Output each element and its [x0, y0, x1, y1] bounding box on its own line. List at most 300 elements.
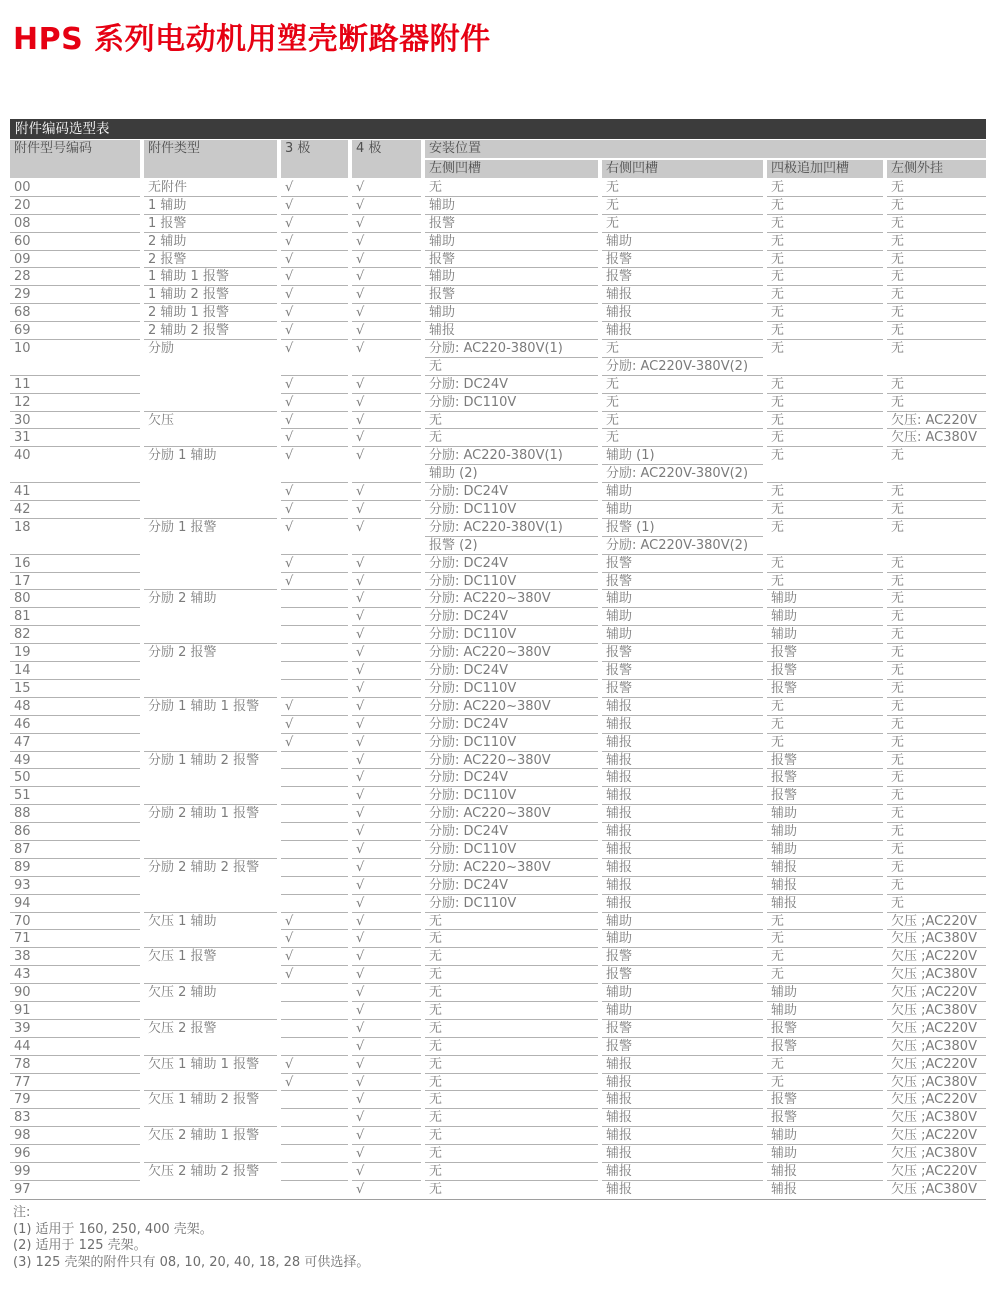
cell-3pole-check [281, 877, 348, 895]
check-icon: √ [281, 394, 348, 412]
cell-3pole-check [281, 859, 348, 877]
cell-extra-slot: 无 [767, 555, 883, 573]
cell-extra-slot: 无 [767, 215, 883, 233]
cell-code: 29 [10, 286, 140, 304]
cell-extra-slot: 无 [767, 1074, 883, 1092]
cell-type [144, 895, 277, 913]
check-icon: √ [352, 1091, 421, 1109]
cell-extra-slot: 报警 [767, 1109, 883, 1127]
check-icon: √ [352, 1074, 421, 1092]
cell-type: 2 辅助 2 报警 [144, 322, 277, 340]
cell-left-hang: 无 [887, 483, 986, 501]
cell-type: 分励 2 辅助 2 报警 [148, 859, 260, 875]
cell-extra-slot: 辅助 [767, 984, 883, 1002]
cell-left-hang: 无 [887, 787, 986, 805]
cell-left-hang: 无 [887, 376, 986, 394]
table-row [10, 930, 986, 948]
cell-type: 分励 [148, 341, 175, 357]
check-icon: √ [281, 1074, 348, 1092]
check-icon: √ [281, 930, 348, 948]
cell-right-slot: 辅报 [602, 716, 763, 734]
cell-left-slot: 无 [425, 429, 598, 447]
cell-type: 分励 1 辅助 1 报警 [148, 698, 260, 714]
cell-left-slot: 分励: DC110V [425, 895, 598, 913]
check-icon: √ [281, 555, 348, 573]
check-icon: √ [356, 519, 365, 535]
check-icon: √ [352, 930, 421, 948]
check-icon: √ [352, 376, 421, 394]
table-row [10, 447, 986, 465]
cell-code: 69 [10, 322, 140, 340]
check-icon: √ [281, 429, 348, 447]
cell-extra-slot: 报警 [767, 787, 883, 805]
check-icon: √ [281, 322, 348, 340]
cell-3pole-check [281, 823, 348, 841]
cell-left-slot: 分励: DC24V [425, 877, 598, 895]
cell-type [144, 465, 277, 483]
cell-left-slot: 辅助 [425, 197, 598, 215]
cell-code: 42 [10, 501, 140, 519]
table-header [10, 140, 986, 178]
cell-extra-slot: 无 [767, 286, 883, 304]
cell-type [144, 394, 277, 412]
cell-left-hang: 欠压 ;AC220V [887, 1091, 986, 1109]
cell-right-slot: 辅报 [602, 752, 763, 770]
cell-code: 47 [10, 734, 140, 752]
cell-left-hang: 无 [887, 322, 986, 340]
cell-left-hang: 无 [887, 805, 986, 823]
cell-left-slot: 无 [425, 1145, 598, 1163]
cell-type: 分励 2 报警 [148, 645, 217, 661]
cell-left-hang: 无 [887, 752, 986, 770]
cell-extra-slot: 无 [767, 412, 883, 430]
table-row [10, 895, 986, 913]
table-row [10, 501, 986, 519]
check-icon: √ [352, 197, 421, 215]
table-row [10, 322, 986, 340]
cell-left-hang: 无 [887, 859, 986, 877]
cell-right-slot: 无 [602, 394, 763, 412]
table-row [10, 662, 986, 680]
cell-left-hang: 欠压 ;AC220V [887, 948, 986, 966]
cell-right-slot: 辅报 [602, 1074, 763, 1092]
cell-type: 欠压 1 辅助 2 报警 [148, 1092, 260, 1108]
cell-left-hang: 无 [887, 644, 986, 662]
check-icon: √ [352, 841, 421, 859]
check-icon: √ [352, 608, 421, 626]
cell-left-slot: 分励: DC24V [425, 555, 598, 573]
cell-right-slot: 辅助 [602, 483, 763, 501]
cell-right-slot: 无 [602, 376, 763, 394]
cell-code: 91 [10, 1002, 140, 1020]
cell-code: 83 [10, 1109, 140, 1127]
table-row [10, 680, 986, 698]
cell-extra-slot: 报警 [767, 644, 883, 662]
cell-3pole-check [281, 1109, 348, 1127]
cell-code: 48 [10, 698, 140, 716]
cell-type: 欠压 1 报警 [148, 949, 217, 965]
table-row [10, 286, 986, 304]
check-icon: √ [352, 787, 421, 805]
cell-type [144, 877, 277, 895]
accessory-selection-table [10, 119, 986, 1200]
page-title: HPS 系列电动机用塑壳断路器附件 [13, 22, 491, 57]
cell-type [144, 662, 277, 680]
cell-left-slot: 分励: AC220~380V [425, 859, 598, 877]
cell-type [144, 573, 277, 591]
cell-left-slot: 分励: DC110V [425, 734, 598, 752]
check-icon: √ [281, 268, 348, 286]
cell-left-slot: 无 [425, 1038, 598, 1056]
cell-code: 19 [10, 644, 140, 662]
cell-left-slot: 分励: AC220-380V(1) [425, 340, 598, 358]
cell-left-slot: 分励: AC220~380V [425, 805, 598, 823]
cell-extra-slot: 无 [767, 268, 883, 286]
cell-code: 51 [10, 787, 140, 805]
cell-extra-slot: 无 [767, 233, 883, 251]
check-icon: √ [352, 913, 421, 931]
cell-extra-slot: 辅报 [767, 859, 883, 877]
cell-code: 50 [10, 769, 140, 787]
header-position: 安装位置 [425, 140, 986, 158]
check-icon: √ [352, 215, 421, 233]
table-row [10, 1145, 986, 1163]
cell-type [144, 1109, 277, 1127]
check-icon: √ [356, 448, 365, 464]
cell-3pole-check [281, 644, 348, 662]
cell-type [144, 734, 277, 752]
check-icon: √ [281, 483, 348, 501]
table-row [10, 429, 986, 447]
cell-right-slot: 分励: AC220V-380V(2) [602, 537, 763, 555]
cell-left-hang: 欠压 ;AC380V [887, 1109, 986, 1127]
cell-code: 16 [10, 555, 140, 573]
cell-3pole-check [281, 608, 348, 626]
cell-extra-slot: 无 [767, 734, 883, 752]
cell-type: 分励 1 辅助 2 报警 [148, 752, 260, 768]
cell-left-hang: 无 [887, 698, 986, 716]
cell-code: 99 [10, 1163, 140, 1181]
check-icon: √ [352, 644, 421, 662]
cell-code: 41 [10, 483, 140, 501]
cell-code: 78 [10, 1056, 140, 1074]
check-icon: √ [352, 179, 421, 197]
cell-right-slot: 辅助 [602, 626, 763, 644]
cell-right-slot: 辅报 [602, 1145, 763, 1163]
cell-left-slot: 无 [425, 984, 598, 1002]
check-icon: √ [352, 680, 421, 698]
cell-extra-slot: 辅报 [771, 1181, 798, 1197]
cell-extra-slot [767, 537, 883, 555]
cell-left-hang: 无 [887, 626, 986, 644]
cell-left-slot: 无 [425, 1163, 598, 1181]
cell-code: 08 [10, 215, 140, 233]
cell-right-slot: 辅报 [602, 286, 763, 304]
cell-left-slot: 分励: DC24V [425, 483, 598, 501]
check-icon: √ [352, 268, 421, 286]
cell-type [144, 1038, 277, 1056]
cell-type [144, 1002, 277, 1020]
cell-right-slot: 报警 [602, 268, 763, 286]
cell-left-slot: 无 [425, 966, 598, 984]
cell-left-slot: 无 [425, 358, 598, 376]
cell-code: 93 [10, 877, 140, 895]
table-row [10, 268, 986, 286]
check-icon: √ [281, 734, 348, 752]
table-row [10, 823, 986, 841]
cell-right-slot: 辅报 [602, 877, 763, 895]
cell-code: 28 [10, 268, 140, 286]
cell-right-slot: 辅报 [602, 1109, 763, 1127]
table-row [10, 555, 986, 573]
cell-type [144, 787, 277, 805]
cell-code: 40 [14, 448, 31, 464]
cell-type: 1 辅助 2 报警 [144, 286, 277, 304]
cell-type [144, 501, 277, 519]
table-row [10, 966, 986, 984]
cell-type: 欠压 1 辅助 [148, 913, 217, 929]
cell-left-hang: 无 [887, 268, 986, 286]
cell-left-slot: 无 [425, 1109, 598, 1127]
table-row [10, 519, 986, 537]
check-icon: √ [352, 1002, 421, 1020]
cell-type: 欠压 2 辅助 [148, 985, 217, 1001]
cell-left-hang: 欠压 ;AC380V [887, 966, 986, 984]
cell-right-slot: 辅助 [602, 1002, 763, 1020]
cell-code: 12 [10, 394, 140, 412]
check-icon: √ [352, 984, 421, 1002]
cell-code: 60 [10, 233, 140, 251]
cell-3pole-check [281, 1020, 348, 1038]
cell-left-slot: 分励: AC220~380V [425, 644, 598, 662]
cell-right-slot: 无 [602, 197, 763, 215]
cell-left-hang: 无 [887, 895, 986, 913]
header-left-hang: 左侧外挂 [887, 160, 986, 178]
cell-extra-slot: 报警 [767, 680, 883, 698]
table-row [10, 752, 986, 770]
cell-left-slot: 无 [425, 1002, 598, 1020]
check-icon: √ [352, 769, 421, 787]
cell-left-hang [887, 537, 986, 555]
table-row [10, 769, 986, 787]
table-row [10, 1020, 986, 1038]
cell-type [144, 1181, 277, 1199]
cell-left-slot: 分励: DC110V [425, 626, 598, 644]
cell-type: 分励 1 辅助 [148, 448, 217, 464]
check-icon: √ [352, 823, 421, 841]
cell-extra-slot: 辅助 [767, 626, 883, 644]
cell-code: 39 [10, 1020, 140, 1038]
cell-left-hang: 无 [887, 555, 986, 573]
cell-left-hang: 无 [887, 197, 986, 215]
check-icon: √ [352, 1038, 421, 1056]
cell-right-slot: 辅报 [602, 1163, 763, 1181]
cell-left-slot: 报警 [425, 215, 598, 233]
cell-type [144, 537, 277, 555]
cell-left-slot: 分励: DC24V [425, 662, 598, 680]
cell-left-hang: 无 [887, 734, 986, 752]
table-row [10, 877, 986, 895]
cell-right-slot: 辅报 [602, 895, 763, 913]
cell-code [10, 537, 140, 555]
cell-left-hang: 欠压 ;AC380V [887, 930, 986, 948]
cell-left-hang: 无 [887, 877, 986, 895]
cell-left-slot: 辅助 [425, 304, 598, 322]
cell-left-slot: 无 [429, 1181, 443, 1197]
cell-extra-slot: 无 [767, 501, 883, 519]
cell-extra-slot: 报警 [767, 1038, 883, 1056]
note-line-1: (1) 适用于 160, 250, 400 壳架。 [13, 1221, 213, 1237]
cell-extra-slot: 报警 [767, 1091, 883, 1109]
cell-right-slot: 辅报 [602, 304, 763, 322]
cell-left-slot: 分励: DC24V [425, 716, 598, 734]
table-row [10, 465, 986, 483]
check-icon: √ [356, 341, 365, 357]
check-icon: √ [352, 251, 421, 269]
check-icon: √ [285, 448, 294, 464]
cell-right-slot: 报警 [602, 662, 763, 680]
cell-type [144, 608, 277, 626]
cell-left-hang: 欠压 ;AC220V [887, 1127, 986, 1145]
cell-code: 70 [10, 913, 140, 931]
cell-code [10, 465, 140, 483]
cell-left-hang: 无 [887, 662, 986, 680]
cell-left-slot: 辅助 [425, 268, 598, 286]
cell-code: 79 [10, 1091, 140, 1109]
cell-extra-slot: 无 [771, 519, 785, 535]
cell-code: 15 [10, 680, 140, 698]
table-row [10, 251, 986, 269]
cell-type: 1 报警 [144, 215, 277, 233]
cell-right-slot: 辅报 [602, 769, 763, 787]
cell-left-hang: 欠压 ;AC220V [887, 913, 986, 931]
check-icon: √ [352, 859, 421, 877]
cell-left-slot: 无 [425, 1091, 598, 1109]
cell-left-hang: 无 [887, 680, 986, 698]
cell-3pole-check [281, 537, 348, 555]
cell-3pole-check [281, 1145, 348, 1163]
cell-left-hang: 无 [887, 394, 986, 412]
cell-right-slot: 辅报 [602, 859, 763, 877]
cell-type: 分励 1 报警 [148, 519, 217, 535]
header-extra-slot: 四极追加凹槽 [767, 160, 883, 178]
check-icon: √ [352, 394, 421, 412]
cell-left-slot: 报警 (2) [425, 537, 598, 555]
cell-3pole-check [281, 590, 348, 608]
cell-3pole-check [281, 895, 348, 913]
cell-3pole-check [281, 465, 348, 483]
cell-type [144, 429, 277, 447]
cell-left-slot: 分励: AC220~380V [425, 752, 598, 770]
cell-extra-slot: 无 [767, 376, 883, 394]
cell-3pole-check [281, 769, 348, 787]
check-icon: √ [352, 1056, 421, 1074]
table-row [10, 626, 986, 644]
cell-extra-slot: 无 [767, 948, 883, 966]
cell-code: 11 [10, 376, 140, 394]
cell-type [144, 1074, 277, 1092]
cell-type: 欠压 1 辅助 1 报警 [148, 1056, 260, 1072]
check-icon: √ [281, 215, 348, 233]
cell-right-slot: 无 [602, 429, 763, 447]
cell-left-hang: 无 [887, 215, 986, 233]
table-row [10, 215, 986, 233]
cell-extra-slot: 报警 [767, 1020, 883, 1038]
cell-right-slot: 报警 [602, 948, 763, 966]
cell-left-slot: 分励: DC110V [425, 394, 598, 412]
check-icon: √ [352, 483, 421, 501]
table-row [10, 716, 986, 734]
cell-right-slot: 辅报 [606, 1181, 633, 1197]
table-row [10, 590, 986, 608]
check-icon: √ [352, 1145, 421, 1163]
table-row [10, 1074, 986, 1092]
cell-left-hang: 无 [887, 841, 986, 859]
cell-type: 1 辅助 [144, 197, 277, 215]
cell-3pole-check [281, 1091, 348, 1109]
cell-4pole-check [352, 358, 421, 376]
cell-extra-slot: 无 [767, 716, 883, 734]
cell-type [144, 358, 277, 376]
cell-left-slot: 分励: DC110V [425, 501, 598, 519]
cell-type: 欠压 2 报警 [148, 1020, 217, 1036]
cell-right-slot: 无 [602, 215, 763, 233]
check-icon: √ [352, 304, 421, 322]
check-icon: √ [352, 429, 421, 447]
cell-left-slot: 分励: AC220-380V(1) [425, 519, 598, 537]
check-icon: √ [352, 1020, 421, 1038]
check-icon: √ [352, 322, 421, 340]
cell-code: 90 [10, 984, 140, 1002]
check-icon: √ [352, 966, 421, 984]
table-row [10, 1091, 986, 1109]
check-icon: √ [352, 233, 421, 251]
cell-type: 分励 2 辅助 [148, 591, 217, 607]
cell-extra-slot: 辅助 [767, 1127, 883, 1145]
cell-code: 98 [10, 1127, 140, 1145]
table-body [10, 179, 986, 1200]
cell-right-slot: 报警 [602, 1020, 763, 1038]
check-icon: √ [352, 1109, 421, 1127]
cell-type: 2 报警 [144, 251, 277, 269]
cell-right-slot: 辅报 [602, 1127, 763, 1145]
cell-right-slot: 辅报 [602, 787, 763, 805]
cell-3pole-check [281, 1127, 348, 1145]
cell-3pole-check [281, 787, 348, 805]
cell-left-hang: 无 [891, 448, 905, 464]
cell-extra-slot: 辅助 [767, 590, 883, 608]
cell-right-slot: 报警 [602, 966, 763, 984]
cell-type: 2 辅助 1 报警 [144, 304, 277, 322]
cell-left-slot: 无 [425, 930, 598, 948]
cell-type: 2 辅助 [144, 233, 277, 251]
cell-right-slot: 报警 [602, 555, 763, 573]
table-row [10, 1056, 986, 1074]
cell-left-slot: 无 [425, 913, 598, 931]
table-row [10, 394, 986, 412]
cell-3pole-check [281, 1002, 348, 1020]
cell-code: 77 [10, 1074, 140, 1092]
cell-left-hang: 无 [887, 179, 986, 197]
check-icon: √ [352, 590, 421, 608]
header-right-slot: 右侧凹槽 [602, 160, 763, 178]
cell-left-hang: 无 [887, 233, 986, 251]
table-row [10, 948, 986, 966]
cell-right-slot: 辅报 [602, 698, 763, 716]
cell-left-hang: 无 [887, 769, 986, 787]
cell-code: 30 [10, 412, 140, 430]
check-icon: √ [352, 895, 421, 913]
